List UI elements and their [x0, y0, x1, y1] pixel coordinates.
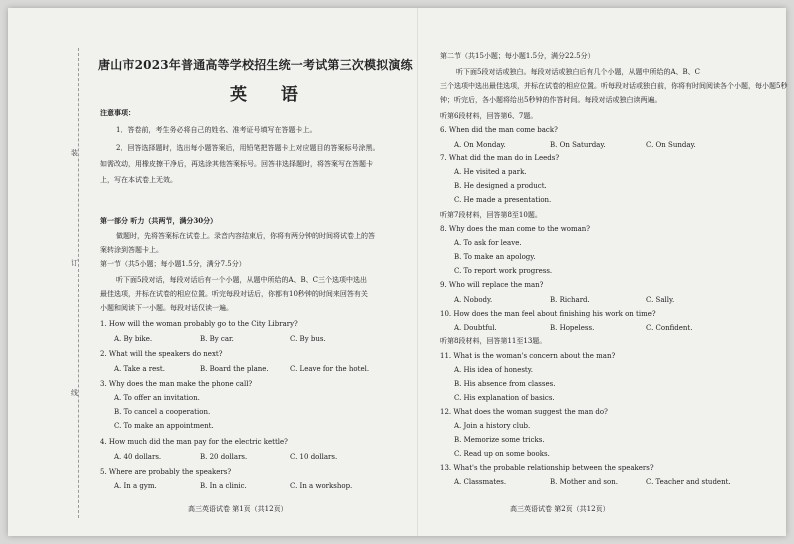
question-text: 8. Why does the man come to the woman?: [440, 225, 591, 233]
answer-option: A. On Monday.: [454, 141, 506, 149]
answer-option: B. Richard.: [550, 296, 590, 304]
binding-mark: 线: [71, 389, 78, 397]
question-text: 2. What will the speakers do next?: [100, 350, 223, 358]
material-heading: 听第6段材料，回答第6、7题。: [440, 112, 538, 120]
material-heading: 听第8段材料，回答第11至13题。: [440, 337, 547, 345]
notice-line: 2．回答选择题时，选出每小题答案后，用铅笔把答题卡上对应题目的答案标号涂黑。: [116, 144, 380, 152]
binding-mark: 订: [71, 259, 78, 267]
answer-option: A. In a gym.: [114, 482, 157, 490]
exam-title: 唐山市2023年普通高等学校招生统一考试第三次模拟演练: [98, 58, 413, 72]
page-fold: [417, 8, 418, 536]
question-text: 11. What is the woman's concern about the man?: [440, 352, 616, 360]
answer-option: A. He visited a park.: [454, 168, 527, 176]
intro-line: 做题时，先将答案标在试卷上。录音内容结束后，你将有两分钟的时间将试卷上的答: [116, 232, 375, 240]
question-text: 4. How much did the man pay for the electric kettle?: [100, 438, 288, 446]
answer-option: A. His idea of honesty.: [454, 366, 533, 374]
question-text: 6. When did the man come back?: [440, 126, 558, 134]
answer-option: B. His absence from classes.: [454, 380, 556, 388]
answer-option: A. Join a history club.: [454, 422, 531, 430]
answer-option: B. Board the plane.: [200, 365, 269, 373]
question-text: 13. What's the probable relationship between the speakers?: [440, 464, 654, 472]
answer-option: B. Hopeless.: [550, 324, 595, 332]
answer-option: C. On Sunday.: [646, 141, 696, 149]
question-text: 5. Where are probably the speakers?: [100, 468, 232, 476]
answer-option: C. Read up on some books.: [454, 450, 550, 458]
question-text: 9. Who will replace the man?: [440, 281, 544, 289]
intro-line: 小题和阅读下一小题。每段对话仅读一遍。: [100, 304, 233, 312]
intro-line: 最佳选项，并标在试卷的相应位置。听完每段对话后，你都有10秒钟的时间来回答有关: [100, 290, 368, 298]
material-heading: 听第7段材料，回答第8至10题。: [440, 211, 542, 219]
section-heading: 第二节（共15小题；每小题1.5分，满分22.5分）: [440, 52, 595, 60]
answer-option: B. Memorize some tricks.: [454, 436, 545, 444]
section-heading: 第一节（共5小题；每小题1.5分，满分7.5分）: [100, 260, 246, 268]
page-footer: 高三英语试卷 第2页（共12页）: [510, 505, 610, 513]
answer-option: C. To report work progress.: [454, 267, 553, 275]
answer-option: A. By bike.: [114, 335, 153, 343]
answer-option: B. To cancel a cooperation.: [114, 408, 211, 416]
answer-option: C. In a workshop.: [290, 482, 353, 490]
answer-option: A. Doubtful.: [454, 324, 497, 332]
answer-option: B. To make an apology.: [454, 253, 536, 261]
notice-heading: 注意事项：: [100, 108, 135, 117]
notice-line: 上，写在本试卷上无效。: [100, 176, 177, 184]
answer-option: C. Leave for the hotel.: [290, 365, 370, 373]
answer-option: B. 20 dollars.: [200, 453, 248, 461]
answer-option: A. To offer an invitation.: [114, 394, 200, 402]
question-text: 1. How will the woman probably go to the City Library?: [100, 320, 298, 328]
answer-option: A. 40 dollars.: [114, 453, 162, 461]
question-text: 7. What did the man do in Leeds?: [440, 154, 560, 162]
question-text: 10. How does the man feel about finishing his work on time?: [440, 310, 656, 318]
intro-line: 案转涂到答题卡上。: [100, 246, 163, 254]
subject-title: 英 语: [230, 85, 312, 105]
binding-line: [78, 48, 79, 518]
notice-line: 1．答卷前，考生务必将自己的姓名、准考证号填写在答题卡上。: [116, 126, 317, 134]
answer-option: C. To make an appointment.: [114, 422, 214, 430]
intro-line: 听下面5段对话或独白。每段对话或独白后有几个小题，从题中所给的A、B、C: [456, 68, 701, 76]
answer-option: B. In a clinic.: [200, 482, 247, 490]
question-text: 3. Why does the man make the phone call?: [100, 380, 253, 388]
answer-option: A. Nobody.: [454, 296, 493, 304]
intro-line: 听下面5段对话，每段对话后有一个小题，从题中所给的A、B、C三个选项中选出: [116, 276, 368, 284]
answer-option: B. By car.: [200, 335, 234, 343]
answer-option: C. 10 dollars.: [290, 453, 338, 461]
exam-sheet: [8, 8, 786, 536]
answer-option: B. On Saturday.: [550, 141, 606, 149]
part-heading: 第一部分 听力（共两节，满分30分）: [100, 216, 218, 225]
intro-line: 三个选项中选出最佳选项，并标在试卷的相应位置。听每段对话或独白前，你将有时间阅读各个小题，每小题5秒: [440, 82, 788, 90]
answer-option: C. His explanation of basics.: [454, 394, 555, 402]
answer-option: C. By bus.: [290, 335, 326, 343]
intro-line: 钟；听完后，各小题将给出5秒钟的作答时间。每段对话或独白读两遍。: [440, 96, 662, 104]
answer-option: C. Confident.: [646, 324, 693, 332]
answer-option: C. Sally.: [646, 296, 675, 304]
answer-option: B. He designed a product.: [454, 182, 547, 190]
answer-option: B. Mother and son.: [550, 478, 618, 486]
page-footer: 高三英语试卷 第1页（共12页）: [188, 505, 288, 513]
question-text: 12. What does the woman suggest the man do?: [440, 408, 608, 416]
answer-option: C. Teacher and student.: [646, 478, 731, 486]
answer-option: C. He made a presentation.: [454, 196, 552, 204]
notice-line: 如需改动，用橡皮擦干净后，再选涂其他答案标号。回答非选择题时，将答案写在答题卡: [100, 160, 373, 168]
answer-option: A. Classmates.: [454, 478, 507, 486]
binding-mark: 装: [71, 149, 78, 157]
answer-option: A. To ask for leave.: [454, 239, 522, 247]
answer-option: A. Take a rest.: [114, 365, 165, 373]
